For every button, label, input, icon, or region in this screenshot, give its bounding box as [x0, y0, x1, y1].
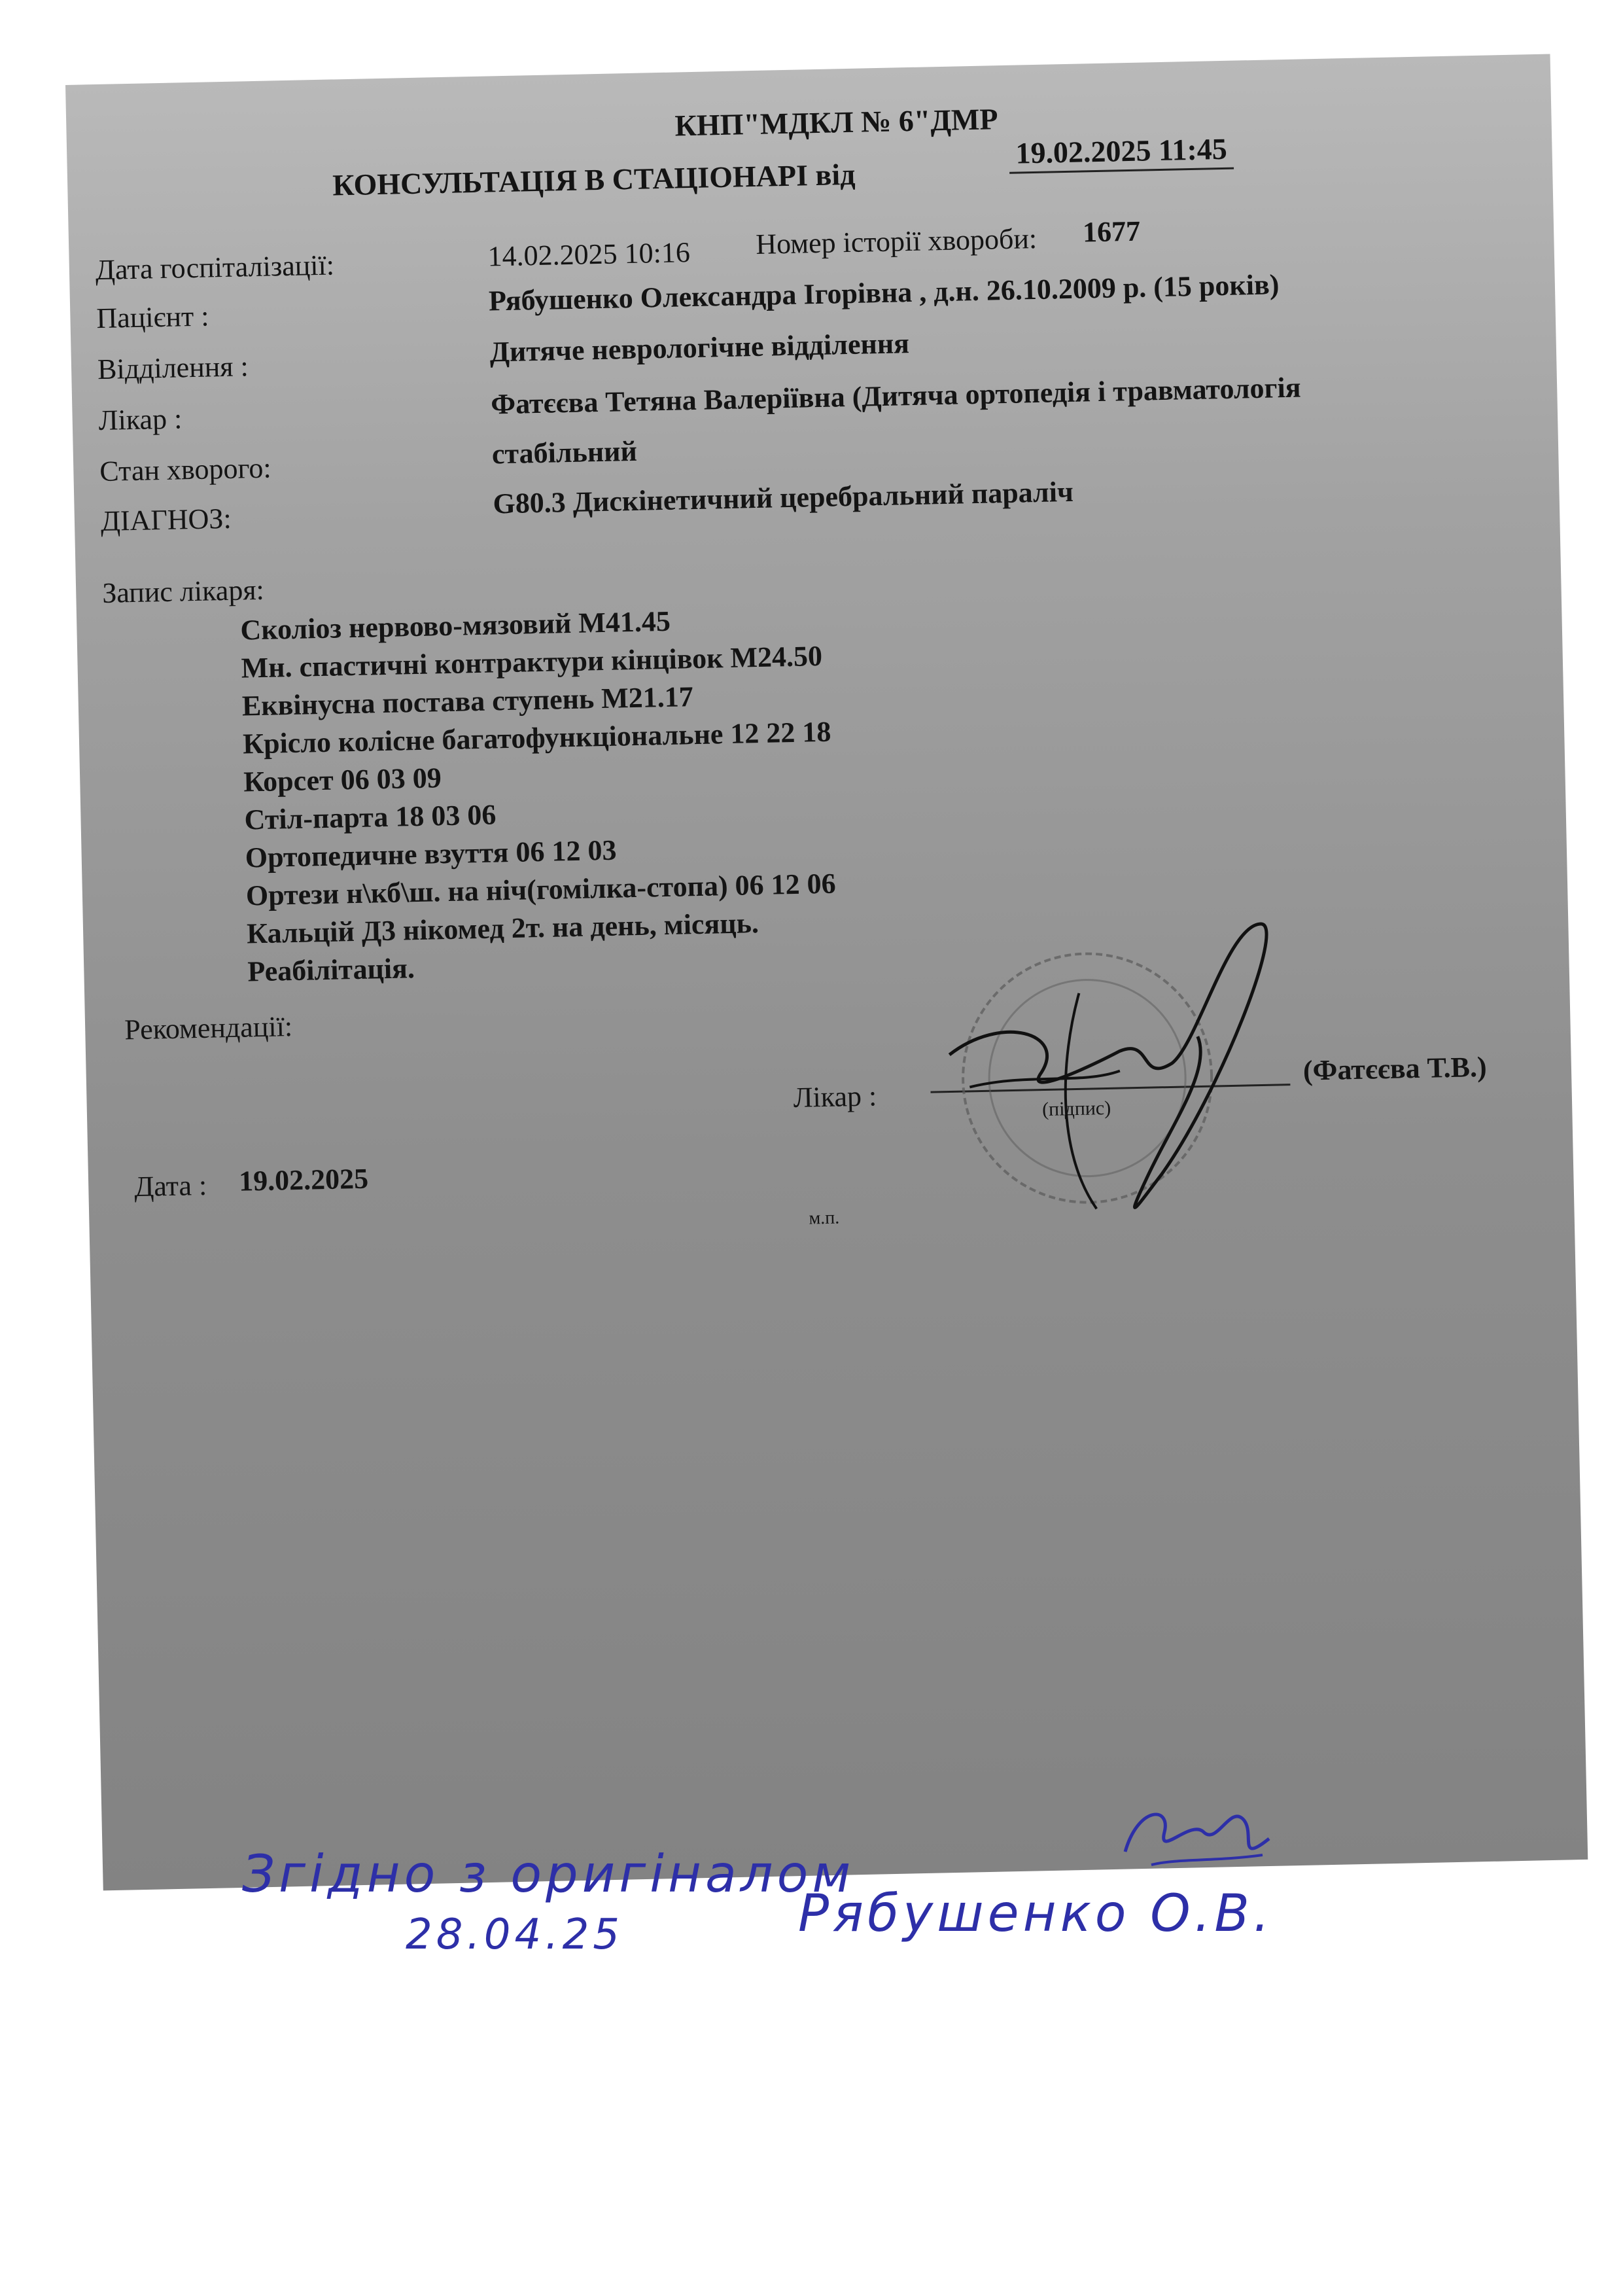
signature-name: (Фатєєва Т.В.) — [1302, 1050, 1488, 1087]
stamp-mark: м.п. — [809, 1207, 840, 1229]
date-label: Дата : — [133, 1169, 207, 1203]
handwritten-initials-signature — [1112, 1793, 1282, 1891]
record-line: Корсет 06 03 09 — [243, 762, 442, 798]
signature-doctor-label: Лікар : — [793, 1080, 877, 1114]
record-line: Реабілітація. — [247, 952, 415, 988]
doctor-label: Лікар : — [98, 402, 183, 437]
date-value: 19.02.2025 — [238, 1162, 369, 1197]
record-line: Кальцій Д3 нікомед 2т. на день, місяць. — [246, 907, 759, 950]
department-label: Відділення : — [97, 350, 249, 386]
handwritten-name: Рябушенко О.В. — [798, 1884, 1274, 1943]
history-number: 1677 — [1082, 215, 1141, 249]
consultation-datetime: 19.02.2025 11:45 — [1009, 132, 1234, 174]
record-line: Мн. спастичні контрактури кінцівок M24.50 — [241, 639, 823, 684]
handwritten-certification: Згідно з оригіналом — [242, 1845, 855, 1904]
handwritten-date: 28.04.25 — [406, 1911, 623, 1959]
state-value: стабільний — [491, 434, 638, 470]
organization-title: КНП"МДКЛ № 6"ДМР — [674, 102, 999, 143]
record-line: Стіл-парта 18 03 06 — [244, 798, 497, 836]
diagnosis-label: ДІАГНОЗ: — [100, 502, 232, 538]
record-line: Ортопедичне взуття 06 12 03 — [245, 834, 617, 874]
patient-value: Рябушенко Олександра Ігорівна , д.н. 26.10.2009 р. (15 років) — [488, 268, 1280, 317]
record-line: Еквінусна постава ступень M21.17 — [241, 680, 694, 722]
department-value: Дитяче неврологічне відділення — [489, 327, 910, 368]
record-line: Крісло колісне багатофункціональне 12 22 18 — [242, 715, 831, 760]
record-list — [240, 599, 838, 991]
history-number-label: Номер історії хвороби: — [755, 222, 1038, 260]
stamp-signature-graphic — [920, 897, 1294, 1245]
record-label: Запис лікаря: — [101, 573, 265, 609]
hospitalization-label: Дата госпіталізації: — [95, 249, 335, 287]
diagnosis-value: G80.3 Дискінетичний церебральний параліч — [493, 475, 1074, 520]
record-line: Ортези н\кб\ш. на ніч(гомілка-стопа) 06 12 06 — [245, 867, 837, 912]
doctor-value: Фатєєва Тетяна Валеріївна (Дитяча ортопедія і травматологія — [490, 371, 1302, 421]
scanned-document — [65, 54, 1588, 1890]
recommendations-label: Рекомендації: — [124, 1010, 293, 1046]
state-label: Стан хворого: — [99, 451, 272, 488]
hospitalization-date: 14.02.2025 10:16 — [487, 236, 691, 273]
signature-caption: (підпис) — [1041, 1097, 1111, 1121]
record-line: Сколіоз нервово-мязовий M41.45 — [239, 605, 671, 646]
document-title: КОНСУЛЬТАЦІЯ В СТАЦІОНАРІ від — [332, 157, 856, 202]
patient-label: Пацієнт : — [96, 300, 209, 335]
